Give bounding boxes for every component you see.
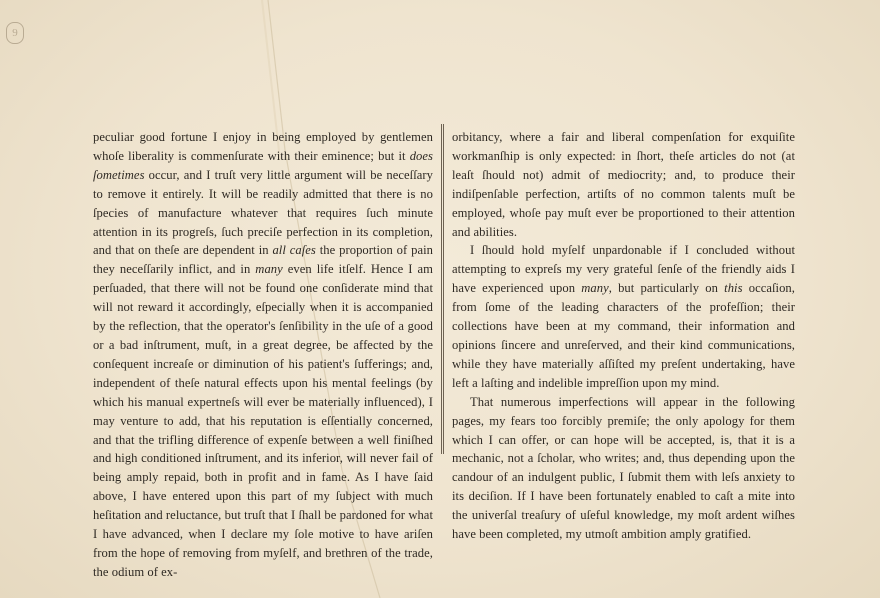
italic-text-run: this [724,281,743,296]
text-run: occaſion, from ſome of the leading characters of the profeſſion; their collections have been at my command, their information and opinions ſincere and unreſerved, and their kind communications, while they have materially aſſiſted my preſent undertaking, have left a laſting and indelible impreſſion upon my mind. [452,281,795,390]
text-run: even life itſelf. Hence I am perſuaded, that there will not be found one conſiderate mind that will not reward it accordingly, eſpecially when it is accompanied by the reflection, that the operator's ſenſibility in the uſe of a good or a bad inſtrument, muſt, in a great degree, be affected by the conſequent increaſe or diminution of his patient's ſufferings; and, independent of theſe natural effects upon his mental feelings (by which his manual expertneſs will ever be materially influenced), I may venture to add, that his reputation is eſſentially concerned, and that the trifling difference of expenſe between a well finiſhed and high conditioned inſtrument, and its inferior, will never fail of being amply repaid, both in profit and in fame. As I have ſaid above, I have entered upon this part of my ſubject with much heſitation and reluctance, but truſt that I ſhall be pardoned for what I have advanced, when I declare my ſole motive to have ariſen from the hope of removing from myſelf, and brethren of the trade, the odium of ex- [93,262,433,579]
text-run: , but particularly on [608,281,725,296]
text-run: I ſhould hold myſelf unpardonable if I concluded without attempting to expreſs my very grateful ſenſe of the friendly aids I have experienced upon [452,243,795,296]
italic-text-run: many [255,262,283,277]
paragraph [452,128,795,241]
italic-text-run: all caſes [272,243,316,258]
text-run: orbitancy, where a fair and liberal compenſation for exquiſite workmanſhip is only expected: in ſhort, theſe articles do not (at leaſt ſhould not) admit of mediocrity; and, to produce their indiſpenſable perfection, artiſts of no common talents muſt be employed, whoſe pay muſt ever be proportioned to their attention and abilities. [452,130,795,239]
italic-text-run: does ſometimes [93,148,433,182]
right-text-column [452,128,795,544]
left-text-column [93,128,433,582]
text-run: peculiar good fortune I enjoy in being employed by gentlemen whoſe liberality is commenſurate with their eminence; but it [93,130,433,163]
library-stamp-mark: 9 [6,22,24,44]
paragraph [93,128,433,582]
text-run: the proportion of pain they neceſſarily inflict, and in [93,243,433,277]
paragraph [452,241,795,392]
text-run: occur, and I truſt very little argument will be neceſſary to remove it entirely. It will be readily admitted that there is no ſpecies of manufacture whatever that requires ſuch minute attention in its progreſs, ſuch preciſe perfection in its completion, and that on theſe are dependent in [93,167,433,258]
italic-text-run: many [581,281,609,296]
paragraph [452,393,795,544]
text-run: That numerous imperfections will appear in the following pages, my fears too forcibly premiſe; the only apology for them which I can offer, or can hope will be accepted, is, that it is a mechanic, not a ſcholar, who writes; and, thus depending upon the candour of an indulgent public, I ſubmit them with leſs anxiety to its deciſion. If I have been fortunately enabled to caſt a mite into the univerſal treaſury of uſeful knowledge, my moſt ardent wiſhes have been completed, my utmoſt ambition amply gratified. [452,394,795,542]
column-divider-rule [441,124,444,454]
